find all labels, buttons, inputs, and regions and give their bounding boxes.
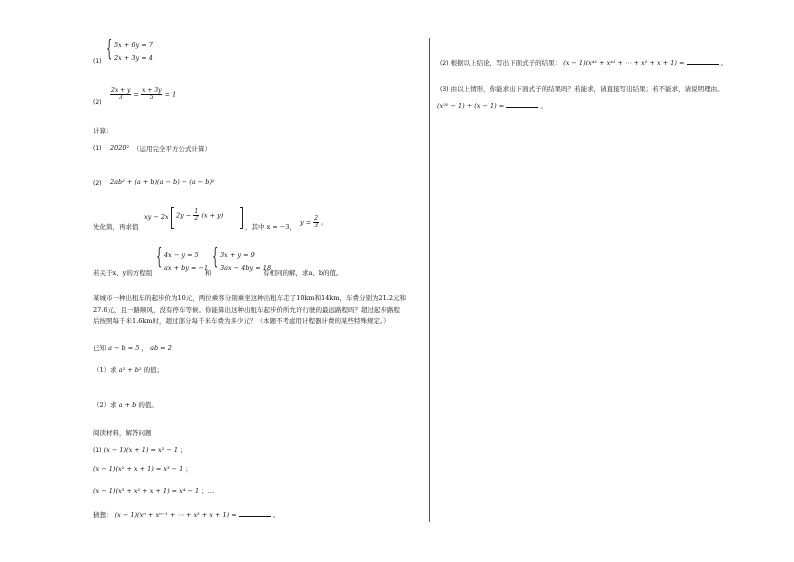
right-part2: (2) 根据以上结论，写出下面式子的结果： (x − 1)(x⁴² + x⁴¹ + ⋯ + x² + x + 1) = 。 — [440, 59, 728, 67]
q1-eq2: 2x + 3y = 4 — [114, 54, 153, 62]
simplify-y-num: 2 — [314, 215, 319, 222]
simplify-frac-den: 2 — [194, 215, 199, 222]
simplify-y: y = $\frac{2}{3}$ 。 — [300, 215, 328, 229]
q1-eq1: 5x + 6y = 7 — [114, 41, 153, 49]
calc1-expr: 2020² — [110, 144, 130, 152]
simplify-where: ，其中 x = −3， — [245, 223, 296, 231]
right-part3: (3) 由以上情形，你能求出下面式子的结果吗？若能求，请直接写出结果；若不能求，请说明理由。 — [440, 85, 724, 93]
taxi-line-3: 后按照每千米1.6km时，超过部分每千米车费为多少元？（本题不考虑用计程器计费的某些特殊规定。） — [93, 317, 390, 325]
simplify-c: (x + y) — [201, 211, 224, 220]
known-2: ab = 2 — [150, 344, 172, 352]
simplify-lead: 先化简，再求值 — [93, 223, 139, 231]
known-part1-expr: a² + b² — [118, 366, 142, 374]
taxi-line-2: 27.6元，且一路顺风，没有停车等候。你能算出这种出租车起步价所允许行驶的最远路程吗？超过起步路程 — [93, 306, 400, 314]
q1-brace: { — [106, 37, 113, 62]
known-lead: 已知 — [93, 344, 106, 352]
q2-denominator-1: 3 — [118, 94, 123, 101]
simplify-bracket-left — [171, 207, 174, 229]
system-b-eq2: 3ax − 4by = 18 — [220, 264, 272, 272]
system-a-eq2: ax + by = −1 — [164, 264, 209, 272]
known-part1: （1）求 a² + b² 的值； — [93, 366, 164, 374]
system-b-eq1: 3x + y = 9 — [220, 251, 255, 259]
known-block — [93, 345, 172, 352]
guess-answer-blank[interactable] — [239, 510, 271, 517]
calc-heading: 计算： — [93, 127, 113, 135]
part3-answer-blank[interactable] — [506, 101, 538, 108]
calc1-note: （运用完全平方公式计算） — [133, 145, 211, 153]
q2-label: (2) — [93, 99, 102, 106]
known-sep: ， — [141, 344, 148, 352]
systems-tail: 有相同的解，求a、b的值。 — [263, 269, 343, 277]
system-a-eq1: 4x − y = 5 — [164, 251, 199, 259]
q2-end: = 1 — [164, 90, 177, 99]
known-part2-expr: a + b — [118, 401, 137, 409]
simplify-a: xy − 2x — [144, 213, 169, 221]
reading-line-2: (x − 1)(x² + x + 1) = x³ − 1 ； — [93, 465, 192, 473]
calc2-label: (2) — [93, 180, 102, 187]
q2-numerator-1: 2x + y — [111, 87, 131, 94]
q2-denominator-2: 5 — [149, 94, 154, 101]
right-part3-expr: (x²⁰ − 1) ÷ (x − 1) = 。 — [437, 102, 547, 110]
q1-label: (1) — [93, 58, 102, 65]
simplify-b: 2y − — [176, 211, 192, 220]
system-a-brace: { — [156, 245, 163, 270]
system-b-brace: { — [212, 245, 219, 270]
systems-lead: 若关于x、y的方程组 — [93, 269, 153, 277]
calc1-label: (1) — [93, 145, 102, 152]
taxi-line-1: 某城市一种出租车的起步价为10元，两位乘客分别乘坐这种出租车走了10km和14km，车费分别为21.2元和 — [93, 294, 406, 302]
q2-equals: = — [133, 90, 139, 99]
known-1: a − b = 5 — [108, 344, 140, 352]
systems-and: 和 — [205, 269, 212, 277]
reading-heading: 阅读材料，解答问题 — [93, 429, 152, 437]
q2-numerator-2: x + 3y — [142, 87, 162, 94]
reading-line-3: (x − 1)(x³ + x² + x + 1) = x⁴ − 1 ；… — [93, 487, 215, 495]
known-part2: （2）求 a + b 的值。 — [93, 401, 158, 409]
reading-line-1: (1) (x − 1)(x + 1) = x² − 1 ； — [93, 446, 187, 454]
simplify-frac-num: 1 — [194, 208, 199, 215]
simplify-y-den: 3 — [314, 222, 319, 229]
column-divider — [429, 38, 430, 522]
simplify-inner — [176, 209, 223, 222]
q2-equation — [110, 88, 176, 101]
simplify-bracket-right — [240, 207, 243, 229]
part2-answer-blank[interactable] — [687, 58, 719, 65]
guess-line: 猜想： (x − 1)(xⁿ + xⁿ⁻¹ + ⋯ + x² + x + 1) = 。 — [93, 511, 280, 519]
calc2-expr: 2ab² + (a + b)(a − b) − (a − b)² — [110, 178, 215, 186]
